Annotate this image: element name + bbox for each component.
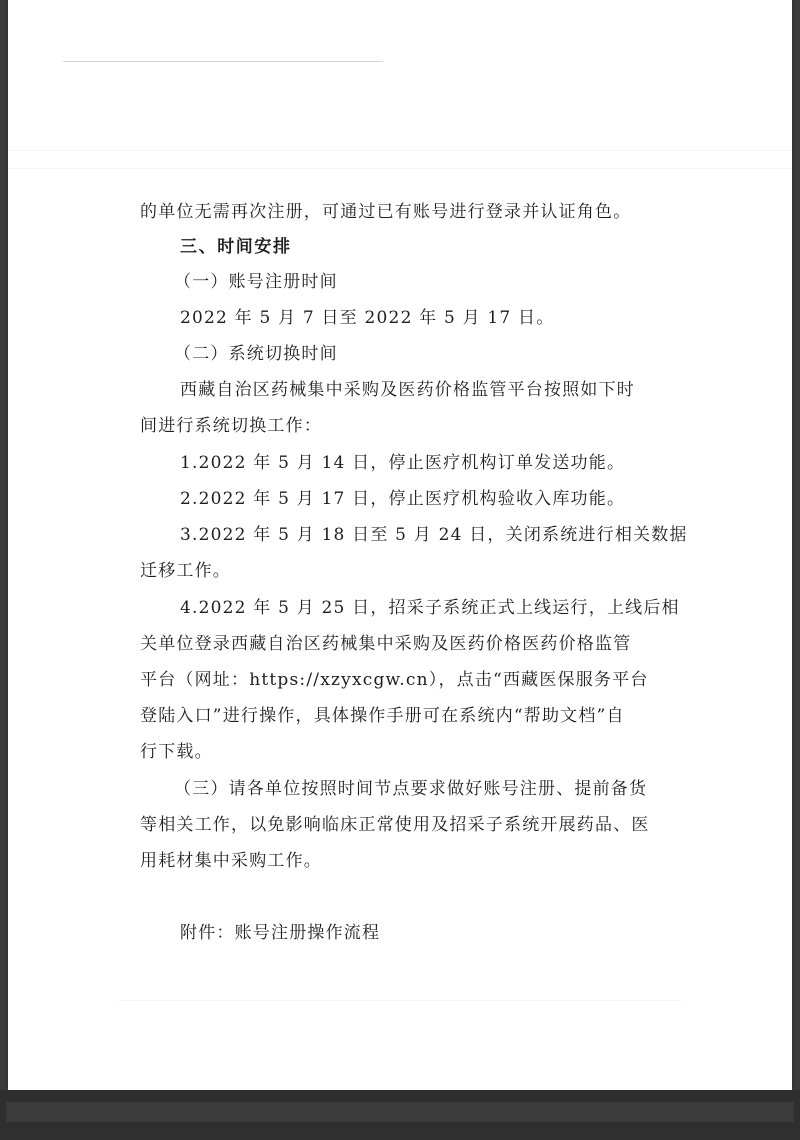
section-heading-schedule: 三、时间安排 bbox=[180, 237, 292, 257]
show-through-shadow bbox=[8, 150, 792, 151]
item-three-line3: 用耗材集中采购工作。 bbox=[140, 851, 322, 871]
list-item-4-line5: 行下载。 bbox=[140, 742, 213, 762]
show-through-shadow bbox=[8, 168, 792, 169]
subheading-registration-time: （一）账号注册时间 bbox=[174, 272, 338, 292]
show-through-shadow bbox=[118, 1000, 682, 1001]
paragraph-continuation: 的单位无需再次注册，可通过已有账号进行登录并认证角色。 bbox=[140, 202, 632, 222]
attachment-line: 附件：账号注册操作流程 bbox=[180, 923, 381, 943]
registration-period: 2022 年 5 月 7 日至 2022 年 5 月 17 日。 bbox=[180, 308, 555, 328]
list-item-3-line1: 3.2022 年 5 月 18 日至 5 月 24 日，关闭系统进行相关数据 bbox=[180, 525, 688, 545]
document-page bbox=[8, 0, 792, 1090]
item-three-line2: 等相关工作，以免影响临床正常使用及招采子系统开展药品、医 bbox=[140, 815, 650, 835]
list-item-4-line4: 登陆入口”进行操作，具体操作手册可在系统内“帮助文档”自 bbox=[140, 706, 625, 726]
switch-intro-line2: 间进行系统切换工作： bbox=[140, 416, 322, 436]
list-item-4-line1: 4.2022 年 5 月 25 日，招采子系统正式上线运行，上线后相 bbox=[180, 598, 680, 618]
list-item-4-line3: 平台（网址：https://xzyxcgw.cn），点击“西藏医保服务平台 bbox=[140, 670, 649, 690]
list-item-3-line2: 迁移工作。 bbox=[140, 561, 231, 581]
list-item-1: 1.2022 年 5 月 14 日，停止医疗机构订单发送功能。 bbox=[180, 453, 626, 473]
item-three-line1: （三）请各单位按照时间节点要求做好账号注册、提前备货 bbox=[174, 779, 648, 799]
list-item-2: 2.2022 年 5 月 17 日，停止医疗机构验收入库功能。 bbox=[180, 489, 626, 509]
subheading-switch-time: （二）系统切换时间 bbox=[174, 344, 338, 364]
header-rule bbox=[63, 61, 383, 62]
horizontal-scrollbar[interactable] bbox=[6, 1102, 794, 1122]
switch-intro-line1: 西藏自治区药械集中采购及医药价格监管平台按照如下时 bbox=[180, 380, 635, 400]
list-item-4-line2: 关单位登录西藏自治区药械集中采购及医药价格医药价格监管 bbox=[140, 634, 632, 654]
viewer-bottom-bar bbox=[0, 1090, 800, 1140]
